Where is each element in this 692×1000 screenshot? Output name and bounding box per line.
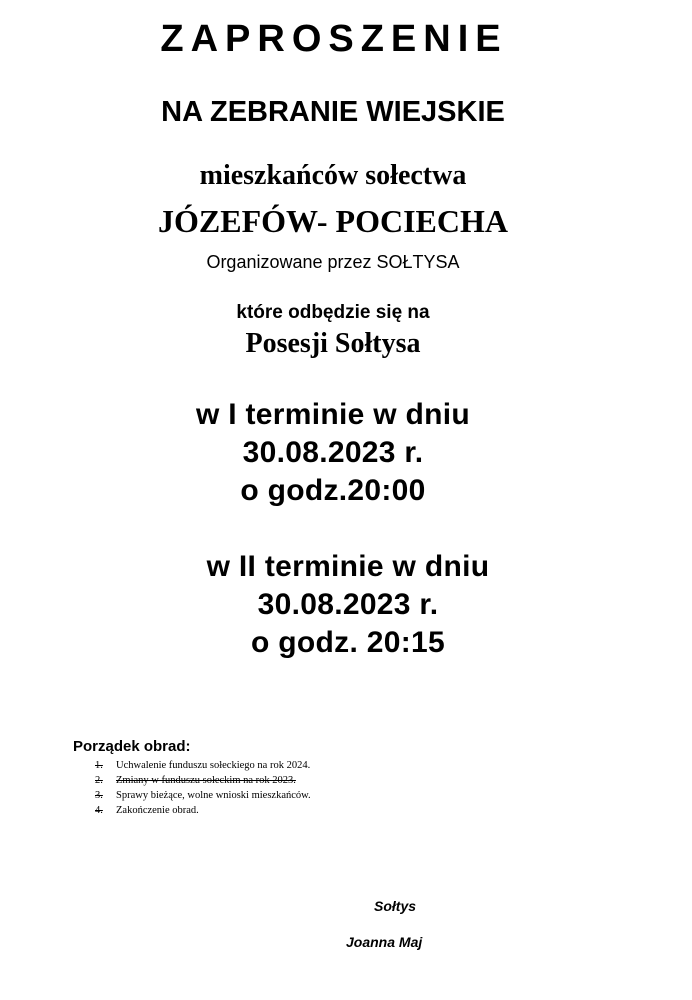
meeting-place: Posesji Sołtysa — [245, 328, 421, 359]
agenda-item-text: Zmiany w funduszu sołeckim na rok 2023. — [116, 775, 296, 786]
agenda-item-number: 3. — [95, 790, 103, 801]
agenda-item-number: 4. — [95, 805, 103, 816]
second-term-date: 30.08.2023 r. — [257, 588, 439, 621]
first-term-heading: w I terminie w dniu — [195, 398, 471, 431]
agenda-item-number: 2. — [95, 775, 103, 786]
second-term-heading: w II terminie w dniu — [206, 550, 490, 583]
agenda-item-number: 1. — [95, 760, 103, 771]
place-intro: które odbędzie się na — [236, 302, 430, 323]
organizer-line: Organizowane przez SOŁTYSA — [206, 252, 460, 272]
document-subtitle: NA ZEBRANIE WIEJSKIE — [161, 96, 505, 128]
agenda-item — [95, 803, 495, 818]
document-title: ZAPROSZENIE — [160, 18, 508, 60]
agenda-item — [95, 788, 495, 803]
first-term-time: o godz.20:00 — [240, 474, 426, 507]
agenda-item-text: Uchwalenie funduszu sołeckiego na rok 2024. — [116, 760, 311, 771]
residents-line: mieszkańców sołectwa — [199, 160, 467, 191]
signature-name: Joanna Maj — [346, 934, 423, 950]
village-name: JÓZEFÓW- POCIECHA — [158, 203, 508, 239]
signature-role: Sołtys — [374, 898, 417, 914]
agenda-item — [95, 773, 495, 788]
agenda-item — [95, 758, 495, 773]
second-term-time: o godz. 20:15 — [251, 626, 445, 659]
agenda-item-text: Zakończenie obrad. — [116, 805, 199, 816]
agenda-item-text: Sprawy bieżące, wolne wnioski mieszkańców. — [116, 790, 311, 801]
agenda-heading: Porządek obrad: — [73, 738, 191, 755]
agenda-list — [95, 758, 495, 818]
first-term-date: 30.08.2023 r. — [242, 436, 424, 469]
